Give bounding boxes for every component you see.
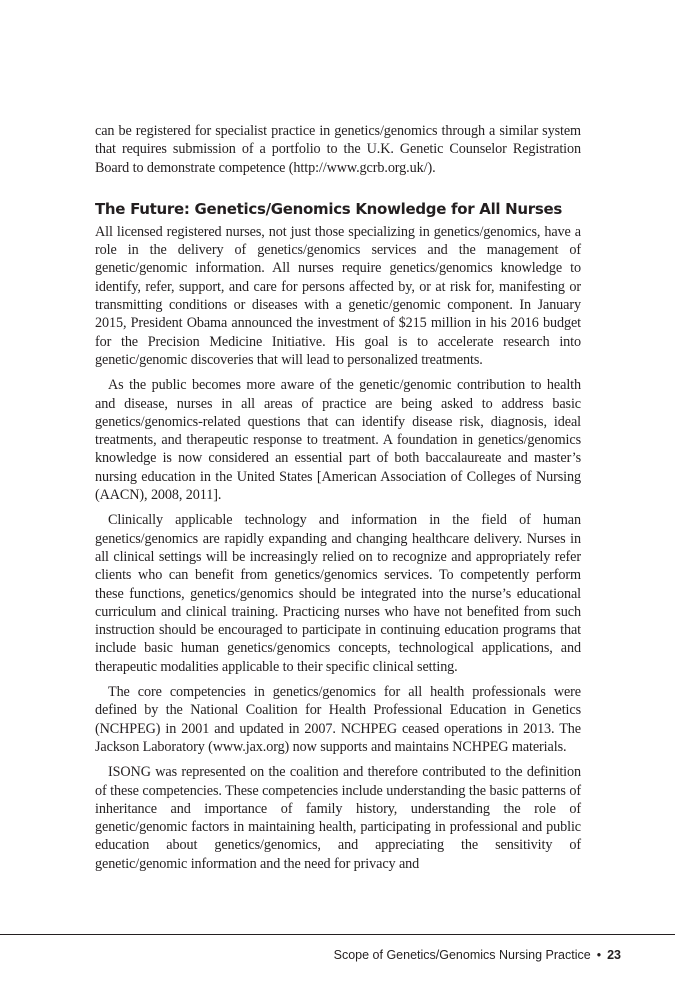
body-paragraph-2: As the public becomes more aware of the genetic/genomic contribution to health and disease, nurses in all areas of practice are being asked to address basic genetics/genomics-related questions that can identify disease risk, diagnosis, ideal treatments, and therapeutic response to treatment. A foundation in genetics/genomics knowledge is now considered an essential part of both baccalaureate and master’s nursing education in the United States [American Association of Colleges of Nursing (AACN), 2008, 2011]. [95, 377, 581, 504]
page-footer [334, 947, 621, 963]
body-paragraph-4: The core competencies in genetics/genomics for all health professionals were defined by the National Coalition for Health Professional Education in Genetics (NCHPEG) in 2001 and updated in 2007. NCHPEG ceased operations in 2013. The Jackson Laboratory (www.jax.org) now supports and maintains NCHPEG materials. [95, 684, 581, 755]
page-body [95, 122, 581, 873]
body-paragraph-1: All licensed registered nurses, not just those specializing in genetics/genomics, have a role in the delivery of genetics/genomics services and the management of genetic/genomic information. All nurses require genetics/genomics knowledge to identify, refer, support, and care for persons affected by, or at risk for, manifesting or transmitting conditions or diseases with a genetic/genomic component. In January 2015, President Obama announced the investment of $215 million in his 2016 budget for the Precision Medicine Initiative. His goal is to accelerate research into genetic/genomic discoveries that will lead to personalized treatments. [95, 223, 581, 368]
continuation-paragraph: can be registered for specialist practice in genetics/genomics through a similar system that requires submission of a portfolio to the U.K. Genetic Counselor Registration Board to demonstrate competence (http://www.gcrb.org.uk/). [95, 123, 581, 176]
footer-rule [0, 934, 675, 935]
section-heading: The Future: Genetics/Genomics Knowledge for All Nurses [95, 199, 563, 218]
running-title: Scope of Genetics/Genomics Nursing Practice [333, 948, 591, 962]
footer-bullet: • [596, 948, 602, 962]
body-paragraph-3: Clinically applicable technology and information in the field of human genetics/genomics are rapidly expanding and changing healthcare delivery. Nurses in all clinical settings will be increasingly relied on to recognize and appropriately refer clients who can benefit from genetics/genomics services. To competently perform these functions, genetics/genomics should be integrated into the nurse’s educational curriculum and clinical training. Practicing nurses who have not benefited from such instruction should be encouraged to participate in continuing education programs that include basic human genetics/genomics concepts, technological applications, and therapeutic modalities applicable to their specific clinical setting. [95, 512, 581, 675]
body-paragraph-5: ISONG was represented on the coalition and therefore contributed to the definition of these competencies. These competencies include understanding the basic patterns of inheritance and importance of family history, understanding the role of genetic/genomic factors in maintaining health, participating in professional and public education about genetics/genomics, and appreciating the sensitivity of genetic/genomic information and the need for privacy and [95, 764, 581, 872]
page-number: 23 [607, 948, 621, 962]
